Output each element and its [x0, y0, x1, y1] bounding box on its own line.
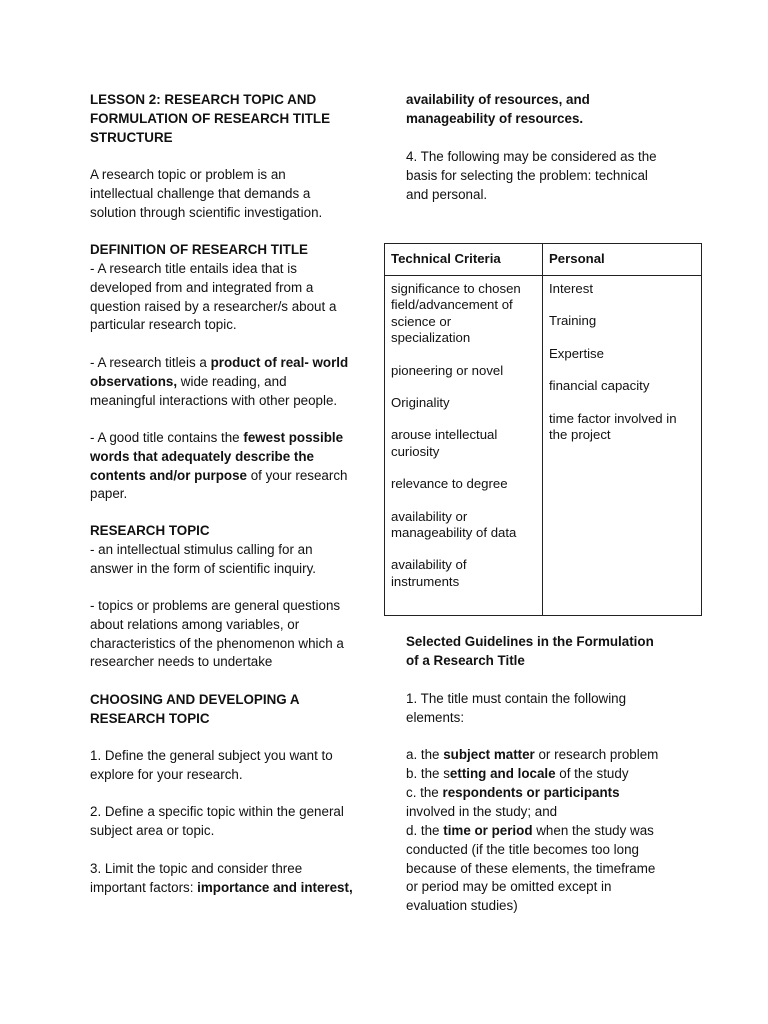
technical-criterion: availability or manageability of data: [391, 508, 517, 541]
element-a-text: a. the: [406, 747, 444, 762]
research-topic-heading: RESEARCH TOPIC: [90, 523, 210, 538]
technical-criterion: availability of instruments: [391, 557, 467, 589]
selection-basis-item-4: 4. The following may be considered as the basis for selecting the problem: technical and personal.: [406, 149, 657, 202]
element-a-emphasis: subject matter: [443, 747, 535, 762]
personal-criterion: time factor involved in the project: [549, 410, 677, 443]
element-c-emphasis: respondents or participants: [442, 785, 620, 800]
choosing-step-3-text: 3. Limit the topic and consider three important factors:: [90, 861, 303, 895]
personal-criterion: Expertise: [549, 345, 604, 361]
choosing-step-3: [90, 860, 353, 898]
technical-criterion: pioneering or novel: [391, 362, 504, 378]
definition-heading: DEFINITION OF RESEARCH TITLE: [90, 242, 308, 257]
technical-criterion: relevance to degree: [391, 476, 508, 492]
personal-criterion: financial capacity: [549, 378, 650, 394]
title-element-c: [406, 784, 620, 822]
element-d-rest: when the study was conducted (if the title becomes too long because of these elements, the timeframe or period may be omitted except in evaluation studies): [406, 823, 656, 914]
personal-header: Personal: [543, 244, 702, 276]
choosing-heading: CHOOSING AND DEVELOPING A RESEARCH TOPIC: [90, 692, 300, 726]
choosing-step-3-emphasis: importance and interest,: [197, 879, 353, 895]
definition-p3-text-c: of your research paper.: [90, 467, 348, 502]
title-element-a: [406, 746, 658, 765]
definition-paragraph-1: - A research title entails idea that is developed from and integrated from a question raised by a researcher/s about a particular research topic.: [90, 261, 337, 333]
research-topic-paragraph-2: - topics or problems are general questions about relations among variables, or characteristics of the phenomenon which a researcher needs to undertake: [90, 598, 344, 670]
element-d-text: d. the: [406, 823, 444, 838]
definition-paragraph-2: [90, 354, 348, 410]
intro-paragraph: A research topic or problem is an intellectual challenge that demands a solution through scientific investigation.: [90, 167, 323, 220]
definition-p2-emphasis: product of real- world observations,: [90, 355, 349, 389]
technical-criteria-cell: [385, 276, 543, 616]
factors-continuation: availability of resources, and manageability of resources.: [406, 92, 590, 126]
technical-criterion: significance to chosen field/advancement of science or specialization: [391, 281, 521, 346]
lesson-heading: LESSON 2: RESEARCH TOPIC AND FORMULATION OF RESEARCH TITLE STRUCTURE: [90, 92, 331, 145]
element-b-emphasis: etting and locale: [449, 766, 556, 781]
personal-criteria-cell: [543, 276, 702, 616]
research-topic-paragraph-1: - an intellectual stimulus calling for an answer in the form of scientific inquiry.: [90, 542, 316, 576]
personal-criterion: Training: [549, 313, 597, 329]
choosing-step-1: 1. Define the general subject you want to explore for your research.: [90, 748, 333, 782]
criteria-table-header-row: [385, 244, 702, 276]
element-d-emphasis: time or period: [443, 823, 533, 838]
technical-criteria-header: Technical Criteria: [385, 244, 543, 276]
definition-p3-text-a: - A good title contains the: [90, 430, 244, 445]
definition-p3-emphasis: fewest possible words that adequately describe the contents and/or purpose: [90, 430, 344, 483]
technical-criterion: Originality: [391, 395, 450, 411]
guidelines-heading: Selected Guidelines in the Formulation of a Research Title: [406, 634, 654, 668]
choosing-step-2: 2. Define a specific topic within the general subject area or topic.: [90, 804, 344, 838]
element-b-rest: of the study: [555, 766, 629, 781]
technical-criterion: arouse intellectual curiosity: [391, 427, 498, 459]
personal-criterion: Interest: [549, 281, 593, 296]
element-a-rest: or research problem: [534, 747, 659, 762]
element-c-text: c. the: [406, 785, 443, 800]
element-c-rest: involved in the study; and: [406, 803, 558, 819]
guideline-1: 1. The title must contain the following elements:: [406, 691, 627, 725]
criteria-table-body-row: [385, 276, 702, 616]
definition-p2-text-c: wide reading, and meaningful interactions with other people.: [90, 373, 338, 408]
criteria-table: [384, 243, 702, 616]
definition-paragraph-3: [90, 429, 347, 504]
title-element-b: [406, 765, 629, 784]
definition-p2-text-a: - A research titleis a: [90, 355, 211, 370]
element-b-text: b. the s: [406, 766, 450, 781]
title-element-d: [406, 822, 655, 916]
